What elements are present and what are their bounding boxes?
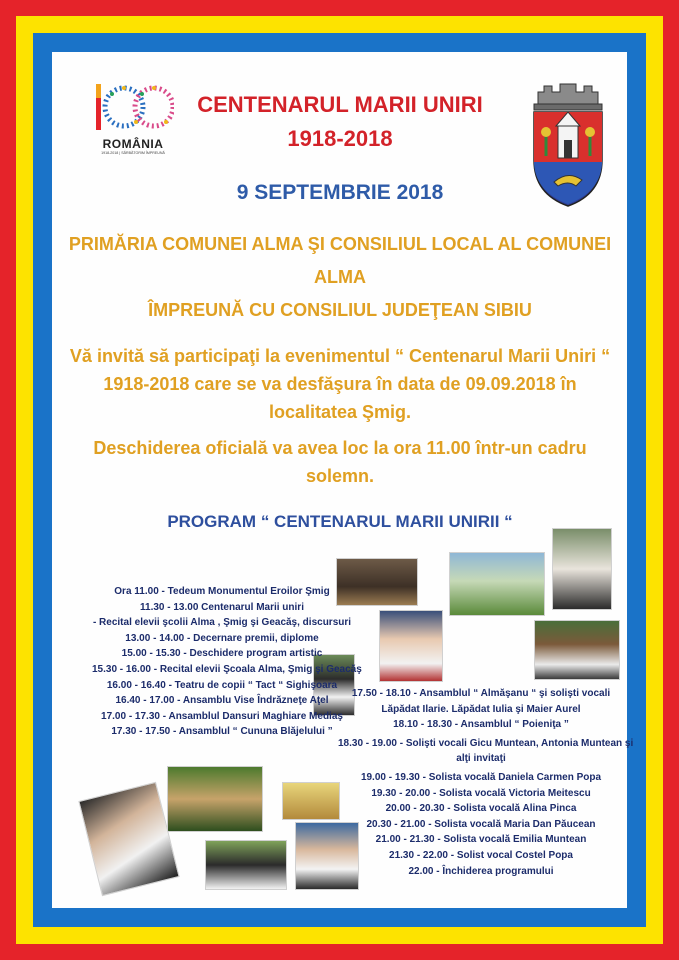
schedule-item: 19.30 - 20.00 - Solista vocală Victoria Meitescu [371,787,591,799]
schedule-item: 15.30 - 16.00 - Recital elevii Şcoala Alma, Şmig şi Geacăş [92,663,362,675]
schedule-item: Ora 11.00 - Tedeum Monumentul Eroilor Şmig [114,586,330,597]
organizers-line3: ÎMPREUNĂ CU CONSILIUL JUDEŢEAN SIBIU [148,300,532,320]
logo-subtext: 1918-2018 | SĂRBĂTORIM ÎMPREUNĂ [101,151,165,155]
invitation-line4: Deschiderea oficială va avea loc la ora 11.00 într-un cadru [93,438,587,458]
logo-text: ROMÂNIA [102,137,164,151]
schedule-item: 11.30 - 13.00 Centenarul Marii uniri [140,601,304,613]
coat-of-arms-icon [528,82,608,210]
schedule-left [92,584,362,740]
schedule-item: 18.10 - 18.30 - Ansamblul “ Poieniţa ” [393,719,569,731]
schedule-item: 15.00 - 15.30 - Deschidere program artistic [121,648,323,660]
schedule-item: 16.40 - 17.00 - Ansamblu Vise Îndrăzneţe Aţel [115,695,329,707]
organizers-line2: ALMA [314,267,366,287]
schedule-item: 17.00 - 17.30 - Ansamblul Dansuri Maghiare Mediaş [101,710,343,722]
schedule-item: 21.00 - 21.30 - Solista vocală Emilia Muntean [375,834,587,846]
schedule-right [338,686,634,879]
schedule-item: 20.00 - 20.30 - Solista vocală Alina Pinca [385,803,577,815]
event-date: 9 SEPTEMBRIE 2018 [236,181,444,204]
invitation-line1: Vă invită să participaţi la evenimentul “ Centenarul Marii Uniri “ [69,346,611,366]
invitation-line3: localitatea Şmig. [268,402,412,422]
organizers-line1: PRIMĂRIA COMUNEI ALMA ŞI CONSILIUL LOCAL AL COMUNEI [68,234,612,254]
schedule-item: 22.00 - Închiderea programului [408,865,554,877]
schedule-item: 21.30 - 22.00 - Solist vocal Costel Popa [389,849,573,861]
schedule-item: 13.00 - 14.00 - Decernare premii, diplome [125,632,319,644]
photo-girl-nature [167,766,263,832]
photo-flowers [282,782,340,820]
photo-singer-outdoor [205,840,287,890]
invitation-line5: solemn. [305,466,375,486]
schedule-item: - Recital elevii şcolii Alma , Şmig şi Geacăş, discursuri [92,617,352,629]
schedule-item: 16.00 - 16.40 - Teatru de copii “ Tact “ Sighişoara [106,679,338,691]
schedule-item: alţi invitaţi [456,753,506,765]
event-years: 1918-2018 [287,126,393,151]
photo-singer-folk [379,610,443,682]
photo-dancers-outdoor [449,552,545,616]
program-title: PROGRAM “ CENTENARUL MARII UNIRII “ [167,512,513,531]
invitation-line2: 1918-2018 care se va desfăşura în data de 09.09.2018 în [103,374,577,394]
schedule-item: Lăpădat Ilarie. Lăpădat Iulia şi Maier Aurel [381,703,581,715]
photo-group-wooden-house [534,620,620,680]
schedule-item: 18.30 - 19.00 - Solişti vocali Gicu Muntean, Antonia Muntean şi [338,737,634,749]
photo-couple-costumes [552,528,612,610]
schedule-item: 19.00 - 19.30 - Solista vocală Daniela Carmen Popa [360,771,602,783]
event-title: CENTENARUL MARII UNIRI [197,92,483,117]
schedule-item: 17.30 - 17.50 - Ansamblul “ Cununa Blăjelului ” [111,726,333,738]
schedule-item: 17.50 - 18.10 - Ansamblul “ Almăşanu “ şi solişti vocali [351,688,611,699]
schedule-item: 20.30 - 21.00 - Solista vocală Maria Dan Păucean [366,818,596,830]
